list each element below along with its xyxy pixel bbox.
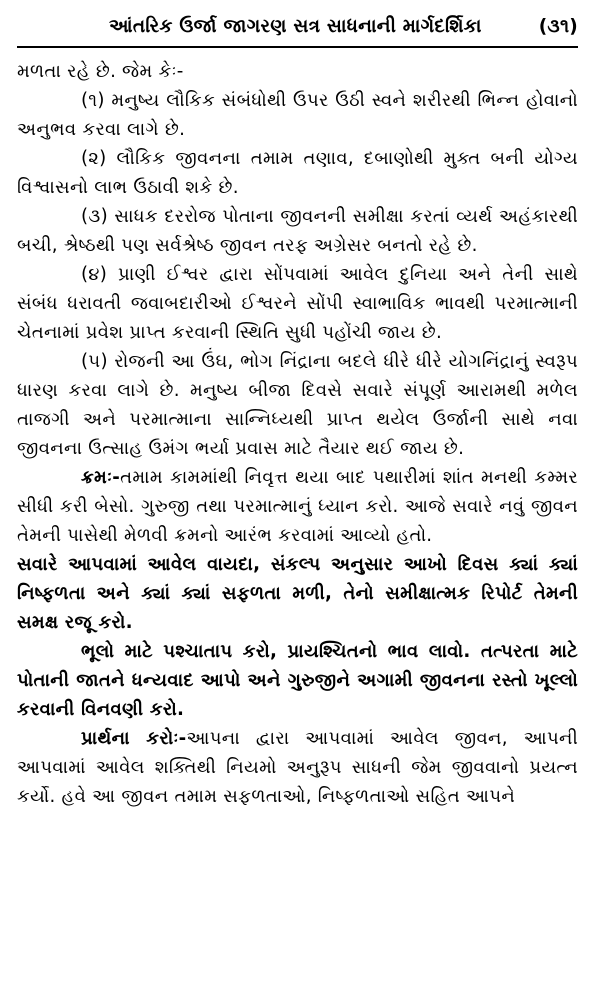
list-item-3: (૩) સાધક દરરોજ પોતાના જીવનની સમીક્ષા કરતાં વ્યર્થ અહંકારથી બચી, શ્રેષ્ઠથી પણ સર્વશ્રેષ્ઠ જીવન તરફ અગ્રેસર બનતો રહે છે. bbox=[17, 206, 578, 256]
page-number: (૩૧) bbox=[538, 16, 578, 37]
kram-text: તમામ કામમાંથી નિવૃત્ત થયા બાદ પથારીમાં શાંત મનથી કમ્મર સીધી કરી બેસો. ગુરુજી તથા પરમાત્માનું ધ્યાન કરો. આજે સવારે નવું જીવન તેમની પાસેથી મેળવી ક્રમનો આરંભ કરવામાં આવ્યો હતો. bbox=[17, 467, 578, 546]
page-header bbox=[17, 14, 578, 48]
list-item-5: (૫) રોજની આ ઉંઘ, ભોગ નિંદ્રાના બદલે ધીરે ધીરે યોગનિંદ્રાનું સ્વરૂપ ધારણ કરવા લાગે છે. મનુષ્ય બીજા દિવસે સવારે સંપૂર્ણ આરામથી મળેલ તાજગી અને પરમાત્માના સાન્નિધ્યથી પ્રાપ્ત થયેલ ઉર્જાની સાથે નવા જીવનના ઉત્સાહ ઉમંગ ભર્યા પ્રવાસ માટે તૈયાર થઈ જાય છે. bbox=[17, 351, 578, 459]
list-item-4: (૪) પ્રાણી ઈશ્વર દ્વારા સોંપવામાં આવેલ દુનિયા અને તેની સાથે સંબંધ ધરાવતી જવાબદારીઓ ઈશ્વરને સોંપી સ્વાભાવિક ભાવથી પરમાત્માની ચેતનામાં પ્રવેશ પ્રાપ્ત કરવાની સ્થિતિ સુધી પહોંચી જાય છે. bbox=[17, 264, 578, 343]
paragraph-kram bbox=[17, 463, 578, 550]
paragraph-repentance: ભૂલો માટે પશ્ચાતાપ કરો, પ્રાયશ્ચિતનો ભાવ લાવો. તત્પરતા માટે પોતાની જાતને ધન્યવાદ આપો અને ગુરુજીને અગામી જીવનના રસ્તો ખૂલ્લો કરવાની વિનવણી કરો. bbox=[17, 641, 578, 720]
paragraph-intro: મળતા રહે છે. જેમ કેઃ- bbox=[17, 61, 184, 82]
list-item-2: (૨) લૌકિક જીવનના તમામ તણાવ, દબાણોથી મુક્ત બની યોગ્ય વિશ્વાસનો લાભ ઉઠાવી શકે છે. bbox=[17, 148, 578, 198]
prayer-text: આપના દ્વારા આપવામાં આવેલ જીવન, આપની આપવામાં આવેલ શક્તિથી નિયમો અનુરૂપ સાધની જેમ જીવવાનો પ્રયત્ન કર્યો. હવે આ જીવન તમામ સફળતાઓ, નિષ્ફળતાઓ સહિત આપને bbox=[17, 728, 578, 807]
list-item-1: (૧) મનુષ્ય લૌકિક સંબંધોથી ઉપર ઉઠી સ્વને શરીરથી ભિન્ન હોવાનો અનુભવ કરવા લાગે છે. bbox=[17, 90, 578, 140]
paragraph-report: સવારે આપવામાં આવેલ વાયદા, સંકલ્પ અનુસાર આખો દિવસ ક્યાં ક્યાં નિષ્ફળતા અને ક્યાં ક્યાં સફળતા મળી, તેનો સમીક્ષાત્મક રિપોર્ટ તેમની સમક્ષ રજૂ કરો. bbox=[17, 554, 578, 633]
page-body bbox=[17, 57, 578, 811]
kram-heading: ક્રમઃ- bbox=[81, 467, 121, 488]
prayer-heading: પ્રાર્થના કરોઃ- bbox=[81, 728, 187, 749]
header-title: આંતરિક ઉર્જા જાગરણ સત્ર સાધનાની માર્ગદર્શિકા bbox=[109, 16, 482, 37]
paragraph-prayer bbox=[17, 724, 578, 811]
